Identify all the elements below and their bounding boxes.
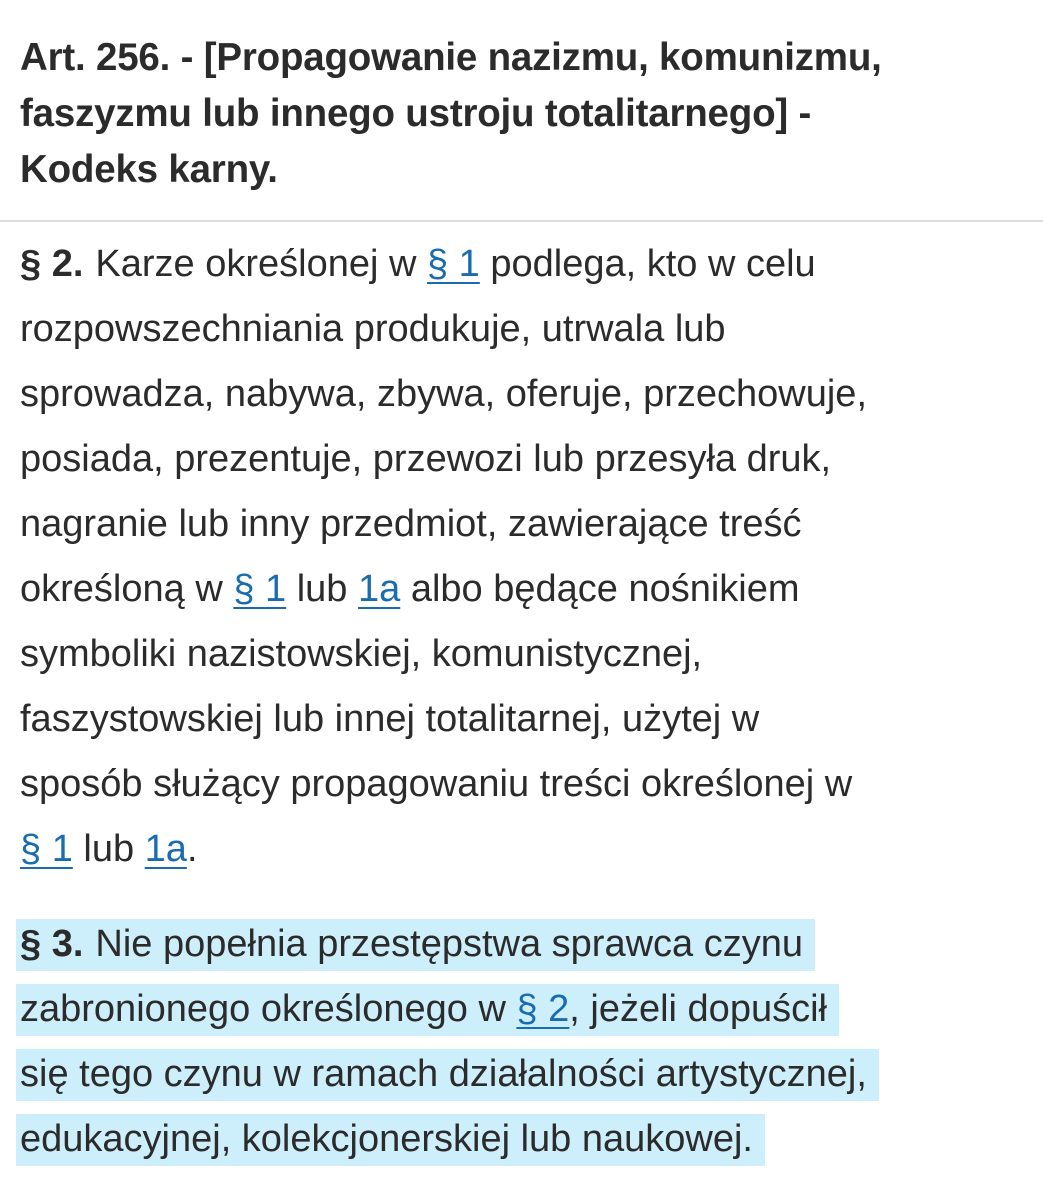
section-number: § 3. bbox=[20, 923, 84, 965]
link-section-1a[interactable]: 1a bbox=[144, 828, 187, 870]
text-line bbox=[20, 557, 1030, 622]
article-title-line: Kodeks karny. bbox=[20, 148, 278, 191]
text-run: Karze określonej w bbox=[95, 243, 427, 285]
link-section-1[interactable]: § 1 bbox=[20, 828, 73, 870]
link-section-2[interactable]: § 2 bbox=[516, 988, 570, 1030]
text-run: określoną w bbox=[20, 568, 234, 610]
link-section-1a[interactable]: 1a bbox=[357, 568, 401, 610]
text-line bbox=[20, 817, 1030, 882]
highlighter-mark bbox=[16, 1049, 879, 1101]
highlighter-mark bbox=[16, 919, 815, 971]
text-line bbox=[20, 912, 1030, 977]
text-run: edukacyjnej, kolekcjonerskiej lub naukowej. bbox=[20, 1118, 753, 1160]
section-number: § 2. bbox=[20, 243, 84, 285]
text-line bbox=[20, 232, 1030, 297]
highlighter-mark bbox=[16, 984, 839, 1036]
text-run: zabronionego określonego w bbox=[20, 988, 517, 1030]
link-section-1[interactable]: § 1 bbox=[426, 243, 480, 285]
highlighter-mark bbox=[16, 1114, 765, 1166]
text-run: lub bbox=[286, 568, 358, 610]
text-run: podlega, kto w celu bbox=[479, 243, 816, 285]
article-title-line: faszyzmu lub innego ustroju totalitarnego] - bbox=[20, 92, 812, 135]
text-line bbox=[20, 1042, 1030, 1107]
text-run: Nie popełnia przestępstwa sprawca czynu bbox=[95, 923, 803, 965]
text-run: lub bbox=[72, 828, 145, 870]
text-line: faszystowskiej lub innej totalitarnej, użytej w bbox=[20, 698, 760, 740]
section-3-paragraph bbox=[20, 912, 1030, 1172]
text-line: sposób służący propagowaniu treści określonej w bbox=[20, 763, 853, 805]
text-run: się tego czynu w ramach działalności artystycznej, bbox=[20, 1053, 867, 1095]
article-title-line: Art. 256. - [Propagowanie nazizmu, komunizmu, bbox=[20, 36, 882, 79]
text-line: symboliki nazistowskiej, komunistycznej, bbox=[20, 633, 703, 675]
text-line: sprowadza, nabywa, zbywa, oferuje, przechowuje, bbox=[20, 373, 868, 415]
text-line: posiada, prezentuje, przewozi lub przesyła druk, bbox=[20, 438, 832, 480]
text-line bbox=[20, 977, 1030, 1042]
text-line bbox=[20, 1107, 1030, 1172]
text-line: rozpowszechniania produkuje, utrwala lub bbox=[20, 308, 726, 350]
link-section-1[interactable]: § 1 bbox=[233, 568, 287, 610]
text-line: nagranie lub inny przedmiot, zawierające treść bbox=[20, 503, 802, 545]
text-run: albo będące nośnikiem bbox=[400, 568, 800, 610]
article-title bbox=[20, 30, 1010, 198]
text-run: . bbox=[186, 828, 198, 870]
section-2-paragraph bbox=[20, 232, 1030, 882]
article-header bbox=[0, 0, 1043, 222]
text-run: , jeżeli dopuścił bbox=[569, 988, 827, 1030]
